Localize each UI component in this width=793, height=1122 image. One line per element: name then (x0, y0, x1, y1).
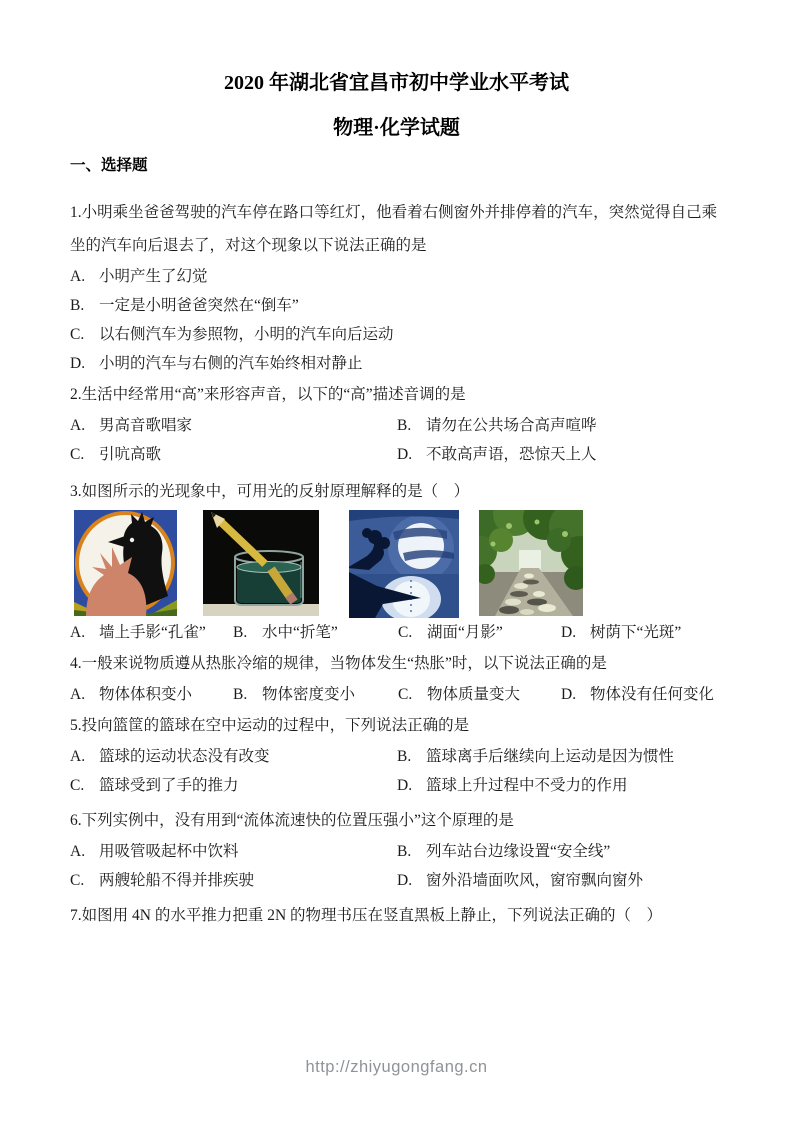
question-2-option-c (70, 440, 397, 469)
option-label: B. (397, 417, 412, 434)
question-3-option-d (561, 618, 723, 647)
option-label: A. (70, 624, 86, 641)
question-3-text: 3.如图所示的光现象中，可用光的反射原理解释的是（ ） (70, 483, 470, 500)
question-6-text: 6.下列实例中，没有用到“流体流速快的位置压强小”这个原理的是 (70, 812, 514, 829)
moon-reflection-photo (349, 510, 459, 618)
option-text: 物体没有任何变化 (590, 686, 715, 703)
option-label: C. (70, 872, 85, 889)
page-title: 2020 年湖北省宜昌市初中学业水平考试 (224, 72, 569, 94)
page-subtitle: 物理·化学试题 (333, 117, 460, 139)
option-label: A. (70, 268, 86, 285)
option-text: 列车站台边缘设置“安全线” (426, 843, 611, 860)
question-6-option-c (70, 866, 397, 895)
option-text: 水中“折笔” (262, 624, 338, 641)
option-label: D. (397, 872, 413, 889)
option-label: A. (70, 843, 86, 860)
question-5-text: 5.投向篮筐的篮球在空中运动的过程中，下列说法正确的是 (70, 717, 470, 734)
question-1-option-c (70, 320, 723, 349)
question-1-option-a (70, 262, 723, 291)
option-label: B. (397, 843, 412, 860)
option-text: 篮球上升过程中不受力的作用 (426, 777, 628, 794)
option-text: 树荫下“光斑” (590, 624, 682, 641)
question-2-option-d (397, 440, 723, 469)
question-4-option-b (233, 680, 398, 709)
question-4-option-d (561, 680, 723, 709)
option-label: D. (397, 446, 413, 463)
option-text: 篮球离手后继续向上运动是因为惯性 (426, 748, 675, 765)
option-label: A. (70, 686, 86, 703)
option-text: 物体体积变小 (99, 686, 193, 703)
question-2-text: 2.生活中经常用“高”来形容声音，以下的“高”描述音调的是 (70, 386, 466, 403)
question-3-option-b (233, 618, 398, 647)
question-5-options (70, 742, 723, 800)
option-text: 以右侧汽车为参照物，小明的汽车向后运动 (99, 326, 394, 343)
question-6-option-d (397, 866, 723, 895)
question-1-options (70, 262, 723, 378)
option-text: 窗外沿墙面吹风，窗帘飘向窗外 (426, 872, 644, 889)
section-header: 一、选择题 (70, 157, 148, 174)
page-content (70, 70, 723, 932)
question-3-options (70, 618, 723, 647)
question-5-option-b (397, 742, 723, 771)
question-5-option-d (397, 771, 723, 800)
question-4-option-c (398, 680, 561, 709)
hand-shadow-photo (74, 510, 177, 616)
option-label: A. (70, 748, 86, 765)
option-label: B. (233, 686, 248, 703)
option-label: D. (561, 686, 577, 703)
option-text: 用吸管吸起杯中饮料 (99, 843, 239, 860)
question-1-option-b (70, 291, 723, 320)
question-2-options (70, 411, 723, 469)
option-label: B. (70, 297, 85, 314)
pencil-in-water-photo (203, 510, 319, 616)
tree-shade-photo (479, 510, 583, 616)
question-3-option-c (398, 618, 561, 647)
option-text: 物体密度变小 (262, 686, 356, 703)
option-label: D. (70, 355, 86, 372)
option-text: 引吭高歌 (99, 446, 162, 463)
option-text: 墙上手影“孔雀” (99, 624, 206, 641)
option-label: A. (70, 417, 86, 434)
option-text: 两艘轮船不得并排疾驶 (99, 872, 255, 889)
option-text: 湖面“月影” (427, 624, 503, 641)
option-text: 一定是小明爸爸突然在“倒车” (99, 297, 299, 314)
question-2-option-a (70, 411, 397, 440)
question-7-text: 7.如图用 4N 的水平推力把重 2N 的物理书压在竖直黑板上静止，下列说法正确的（ ） (70, 907, 663, 924)
option-text: 篮球受到了手的推力 (99, 777, 239, 794)
option-label: B. (233, 624, 248, 641)
question-4-text: 4.一般来说物质遵从热胀冷缩的规律，当物体发生“热胀”时，以下说法正确的是 (70, 655, 607, 672)
question-3-option-a (70, 618, 233, 647)
question-6-options (70, 837, 723, 895)
question-2-option-b (397, 411, 723, 440)
footer-url: http://zhiyugongfang.cn (305, 1058, 488, 1076)
option-text: 男高音歌唱家 (99, 417, 193, 434)
question-1-text: 1.小明乘坐爸爸驾驶的汽车停在路口等红灯，他看着右侧窗外并排停着的汽车，突然觉得自己乘坐的汽车向后退去了，对这个现象以下说法正确的是 (70, 204, 718, 254)
question-3-images (70, 510, 723, 618)
question-5-option-a (70, 742, 397, 771)
option-label: B. (397, 748, 412, 765)
question-6-option-a (70, 837, 397, 866)
option-text: 小明的汽车与右侧的汽车始终相对静止 (99, 355, 363, 372)
option-label: D. (561, 624, 577, 641)
option-label: C. (70, 446, 85, 463)
option-label: C. (398, 686, 413, 703)
question-5-option-c (70, 771, 397, 800)
option-label: C. (398, 624, 413, 641)
option-label: C. (70, 326, 85, 343)
question-6-option-b (397, 837, 723, 866)
question-4-options (70, 680, 723, 709)
option-label: D. (397, 777, 413, 794)
option-text: 小明产生了幻觉 (99, 268, 208, 285)
question-4-option-a (70, 680, 233, 709)
option-text: 物体质量变大 (427, 686, 521, 703)
option-text: 请勿在公共场合高声喧哗 (426, 417, 597, 434)
question-1-option-d (70, 349, 723, 378)
option-text: 篮球的运动状态没有改变 (99, 748, 270, 765)
option-label: C. (70, 777, 85, 794)
option-text: 不敢高声语，恐惊天上人 (426, 446, 597, 463)
